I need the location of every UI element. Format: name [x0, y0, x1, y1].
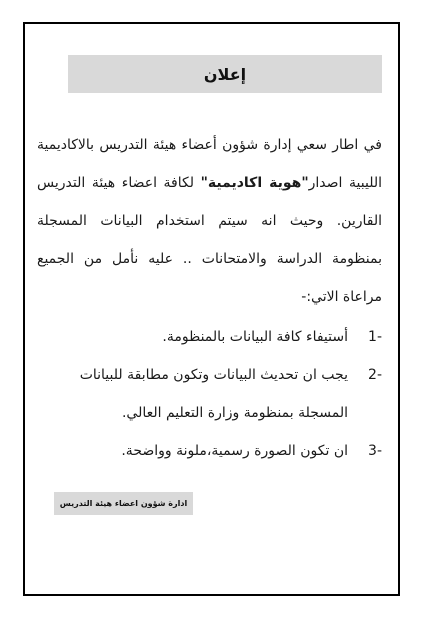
list-item-number: 1-: [368, 329, 382, 345]
paragraph-after: لكافة اعضاء هيئة التدريس القارين. وحيث انه سيتم استخدام البيانات المسجلة بمنظومة الدراسة والامتحانات .. عليه نأمل من الجميع مراعاة الاتي:-: [37, 175, 382, 305]
requirements-list: [37, 318, 382, 470]
list-item-number: 3-: [368, 443, 382, 459]
highlight-text: "هوية اكاديمية": [200, 175, 309, 191]
signature-box: [54, 492, 193, 515]
announcement-frame: [23, 22, 400, 596]
title-bar: [68, 55, 382, 93]
list-item: [37, 432, 382, 470]
signature-text: ادارة شؤون اعضاء هيئة التدريس: [59, 499, 188, 508]
list-item-text: يجب ان تحديث البيانات وتكون مطابقة للبيانات المسجلة بمنظومة وزارة التعليم العالي.: [79, 367, 348, 421]
announcement-paragraph: [37, 126, 382, 316]
announcement-body: [37, 126, 382, 316]
announcement-title: إعلان: [203, 64, 247, 84]
paragraph-before: في اطار سعي إدارة شؤون أعضاء هيئة التدريس بالاكاديمية الليبية اصدار: [37, 137, 382, 191]
list-item-text: أستيفاء كافة البيانات بالمنظومة.: [162, 329, 348, 345]
list-item: [37, 356, 382, 432]
list-item: [37, 318, 382, 356]
list-item-text: ان تكون الصورة رسمية،ملونة وواضحة.: [121, 443, 348, 459]
list-item-number: 2-: [368, 367, 382, 383]
